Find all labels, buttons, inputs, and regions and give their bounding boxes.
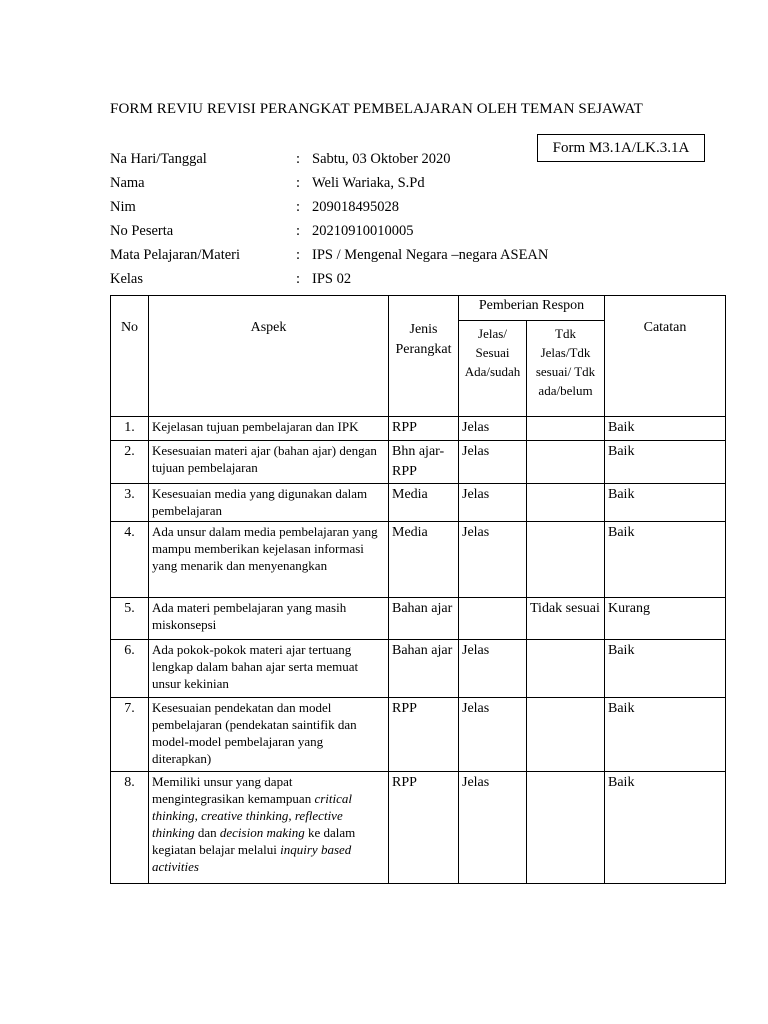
info-label: No Peserta [110, 223, 174, 239]
row-aspek: Ada pokok-pokok materi ajar tertuang lengkap dalam bahan ajar serta memuat unsur kekinian [149, 640, 389, 698]
row-tdk: Tidak sesuai [527, 598, 605, 640]
table-row [111, 484, 726, 522]
info-colon: : [296, 151, 301, 167]
row-aspek [149, 772, 389, 884]
header-aspek: Aspek [149, 296, 389, 417]
row-tdk [527, 640, 605, 698]
aspek-italic-text: inquiry based activities [152, 842, 352, 874]
table-row [111, 522, 726, 598]
aspek-italic-text: decision making [219, 825, 305, 840]
row-no: 4. [111, 522, 149, 598]
row-catatan: Baik [605, 772, 726, 884]
row-tdk [527, 772, 605, 884]
info-value: IPS / Mengenal Negara –negara ASEAN [312, 247, 549, 263]
row-tdk [527, 441, 605, 484]
row-jenis: Bahan ajar [389, 598, 459, 640]
info-colon: : [296, 199, 301, 215]
row-tdk [527, 417, 605, 441]
form-title: FORM REVIU REVISI PERANGKAT PEMBELAJARAN OLEH TEMAN SEJAWAT [110, 101, 643, 117]
table-row [111, 772, 726, 884]
row-jelas: Jelas [459, 484, 527, 522]
row-catatan: Baik [605, 640, 726, 698]
row-aspek: Ada materi pembelajaran yang masih miskonsepsi [149, 598, 389, 640]
aspek-text: dan [194, 825, 220, 840]
row-jenis: RPP [389, 417, 459, 441]
info-value: Weli Wariaka, S.Pd [312, 175, 425, 191]
row-no: 3. [111, 484, 149, 522]
table-row [111, 698, 726, 772]
row-no: 1. [111, 417, 149, 441]
header-jelas: Jelas/ Sesuai Ada/sudah [459, 321, 527, 417]
info-value: Sabtu, 03 Oktober 2020 [312, 151, 451, 167]
info-value: 209018495028 [312, 199, 399, 215]
row-aspek: Ada unsur dalam media pembelajaran yang mampu memberikan kejelasan informasi yang menarik dan menyenangkan [149, 522, 389, 598]
info-label: Nim [110, 199, 136, 215]
row-catatan: Baik [605, 417, 726, 441]
table-row [111, 441, 726, 484]
row-jelas: Jelas [459, 522, 527, 598]
review-table [110, 295, 726, 884]
row-aspek: Kesesuaian media yang digunakan dalam pembelajaran [149, 484, 389, 522]
info-value: 20210910010005 [312, 223, 414, 239]
row-jelas: Jelas [459, 417, 527, 441]
row-catatan: Baik [605, 522, 726, 598]
row-no: 8. [111, 772, 149, 884]
info-label: Kelas [110, 271, 144, 287]
row-catatan: Baik [605, 698, 726, 772]
row-catatan: Kurang [605, 598, 726, 640]
header-no: No [111, 296, 149, 417]
info-value: IPS 02 [312, 271, 352, 287]
table-header-row [111, 296, 726, 321]
row-jelas: Jelas [459, 441, 527, 484]
table-row [111, 598, 726, 640]
row-no: 5. [111, 598, 149, 640]
row-no: 6. [111, 640, 149, 698]
row-jenis: Media [389, 484, 459, 522]
aspek-text: ke dalam kegiatan belajar melalui [152, 825, 356, 857]
row-jenis: Bhn ajar-RPP [389, 441, 459, 484]
row-jelas: Jelas [459, 772, 527, 884]
info-colon: : [296, 175, 301, 191]
info-label: Mata Pelajaran/Materi [110, 247, 241, 263]
form-code-box: Form M3.1A/LK.3.1A [537, 134, 705, 162]
row-jenis: Bahan ajar [389, 640, 459, 698]
row-jelas [459, 598, 527, 640]
aspek-text: Memiliki unsur yang dapat mengintegrasikan kemampuan [152, 774, 315, 806]
table-row [111, 417, 726, 441]
row-tdk [527, 698, 605, 772]
row-no: 7. [111, 698, 149, 772]
info-label: Nama [110, 175, 145, 191]
header-catatan: Catatan [605, 296, 726, 417]
row-catatan: Baik [605, 441, 726, 484]
info-colon: : [296, 223, 301, 239]
row-jenis: RPP [389, 698, 459, 772]
row-catatan: Baik [605, 484, 726, 522]
header-respon: Pemberian Respon [459, 296, 605, 321]
row-aspek: Kesesuaian materi ajar (bahan ajar) dengan tujuan pembelajaran [149, 441, 389, 484]
info-label: Na Hari/Tanggal [110, 151, 207, 167]
row-no: 2. [111, 441, 149, 484]
header-tdk: Tdk Jelas/Tdk sesuai/ Tdk ada/belum [527, 321, 605, 417]
row-jenis: RPP [389, 772, 459, 884]
row-jelas: Jelas [459, 698, 527, 772]
info-colon: : [296, 247, 301, 263]
aspek-italic-text: critical thinking, creative thinking, reflective thinking [152, 791, 352, 840]
row-jelas: Jelas [459, 640, 527, 698]
header-jenis: Jenis Perangkat [389, 296, 459, 417]
row-tdk [527, 522, 605, 598]
info-colon: : [296, 271, 301, 287]
row-jenis: Media [389, 522, 459, 598]
row-tdk [527, 484, 605, 522]
row-aspek: Kejelasan tujuan pembelajaran dan IPK [149, 417, 389, 441]
row-aspek: Kesesuaian pendekatan dan model pembelajaran (pendekatan saintifik dan model-model pembelajaran yang diterapkan) [149, 698, 389, 772]
table-row [111, 640, 726, 698]
